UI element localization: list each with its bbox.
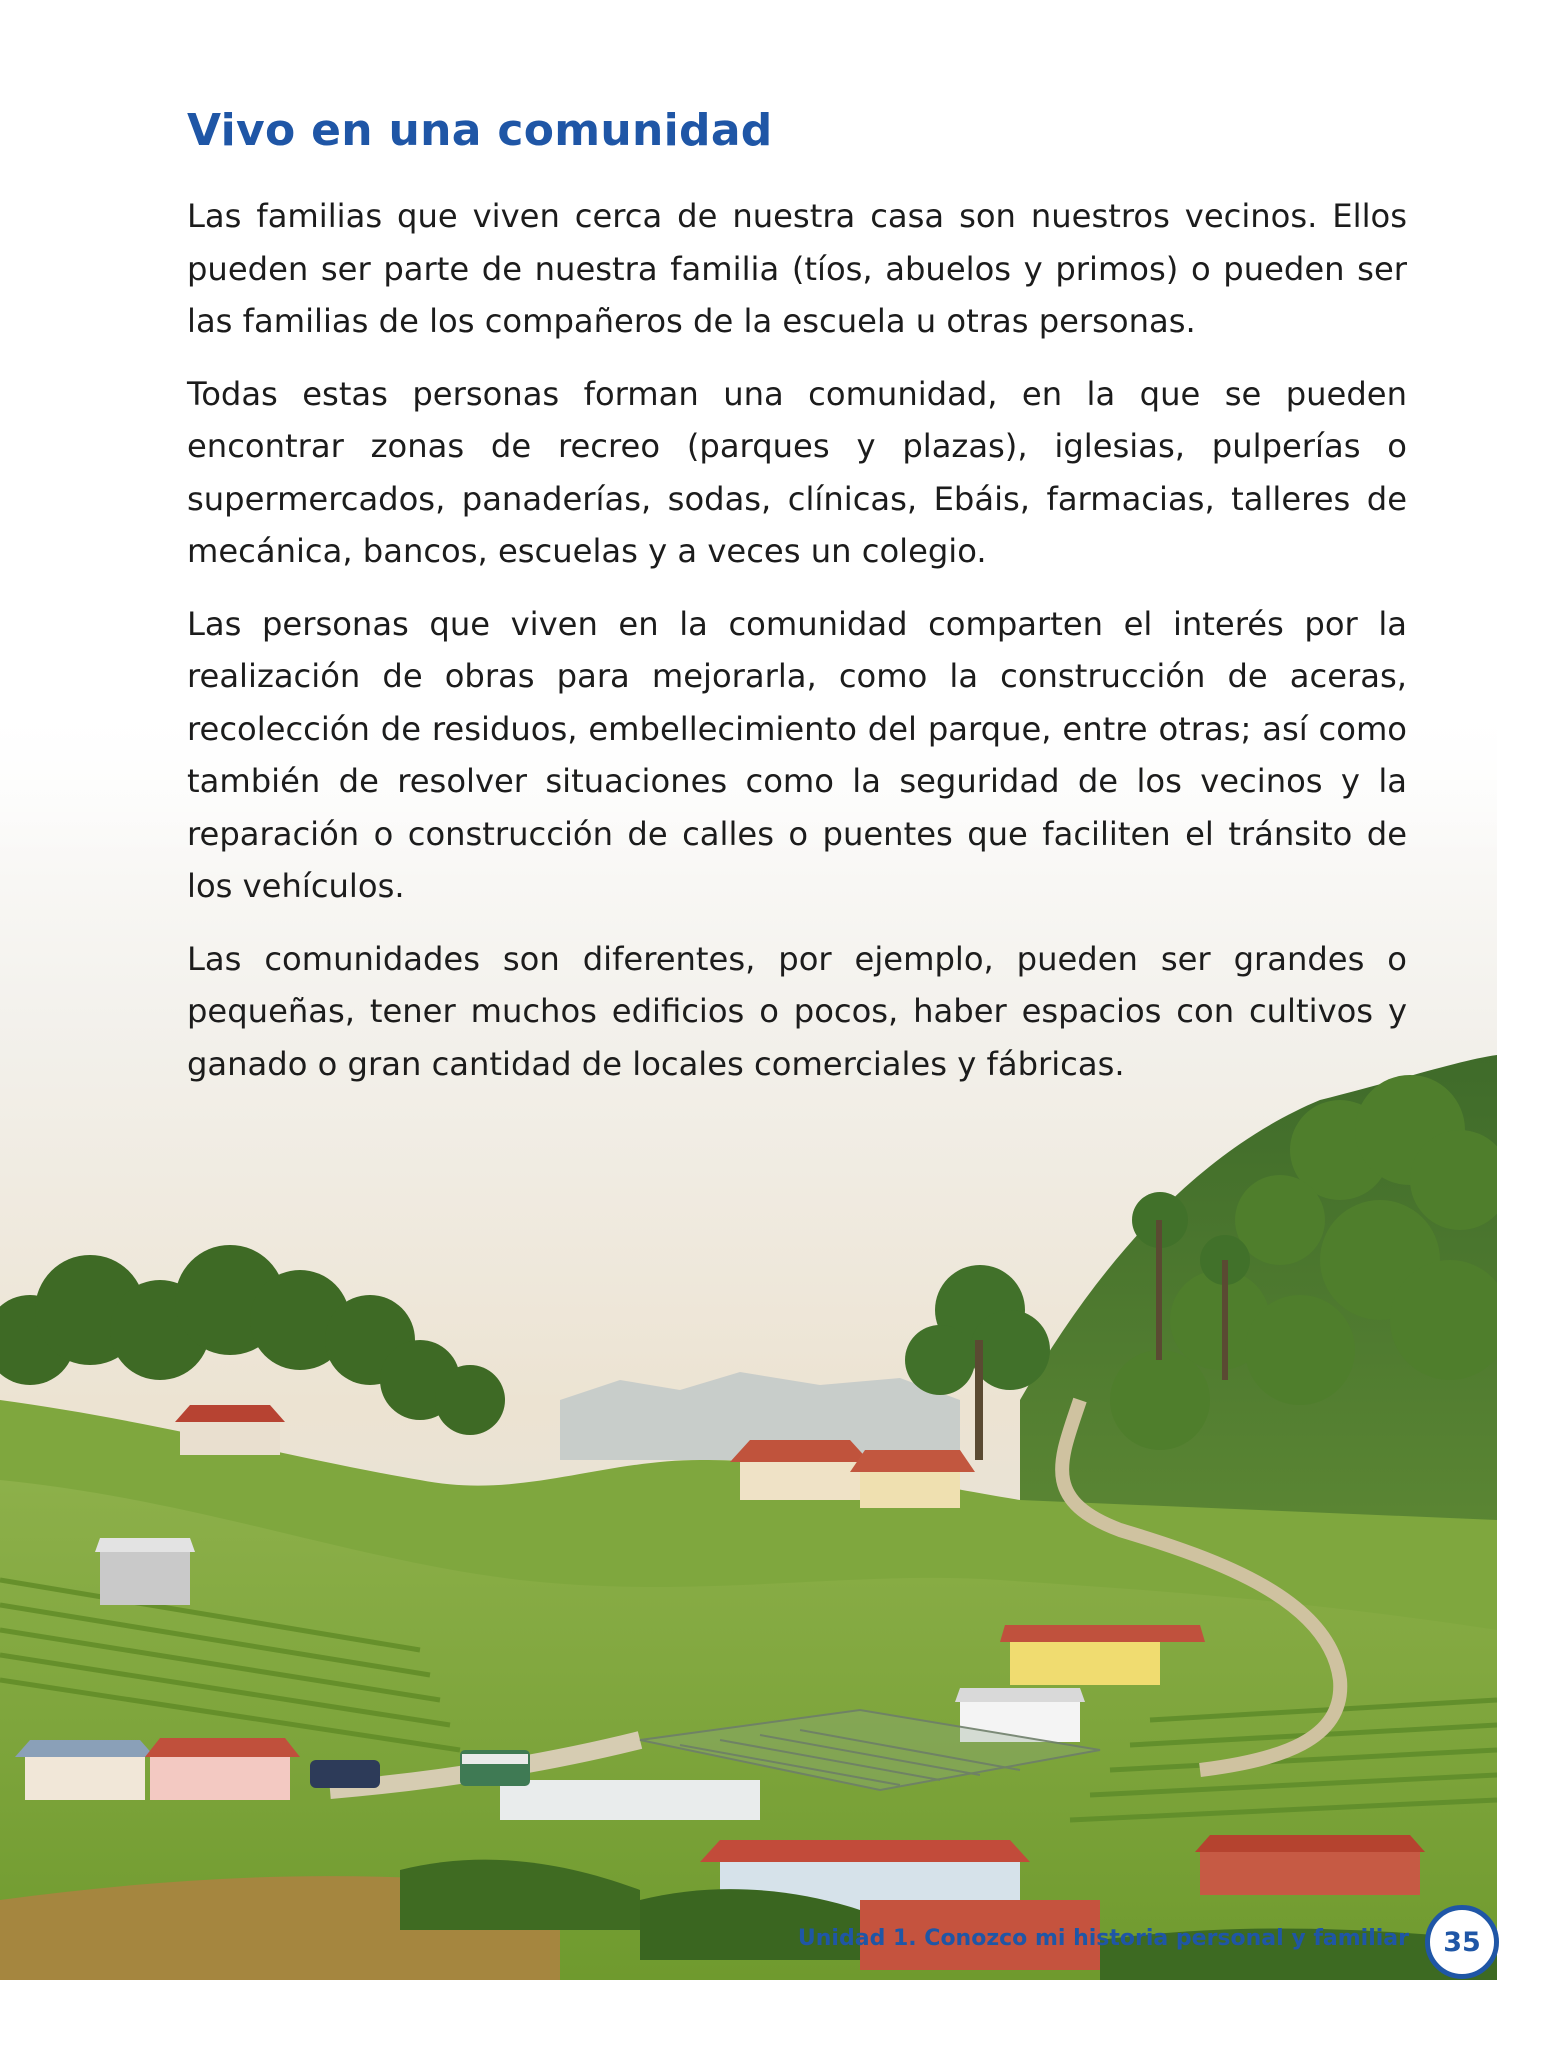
page-number: 35 bbox=[1443, 1926, 1481, 1958]
paragraph-4: Las comunidades son diferentes, por ejemplo, pueden ser grandes o pequeñas, tener muchos edificios o pocos, haber espacios con cultivos y ganado o gran cantidad de locales comerciales y fábricas. bbox=[187, 939, 1407, 1083]
paragraph-3: Las personas que viven en la comunidad comparten el interés por la realización de obras para mejorarla, como la construcción de aceras, recolección de residuos, embellecimiento del parque, entre otras; así como también de resolver situaciones como la seguridad de los vecinos y la reparación o construcción de calles o puentes que faciliten el tránsito de los vehículos. bbox=[187, 604, 1407, 905]
paragraph-1: Las familias que viven cerca de nuestra casa son nuestros vecinos. Ellos pueden ser parte de nuestra familia (tíos, abuelos y primos) o pueden ser las familias de los compañeros de la escuela u otras personas. bbox=[187, 197, 1407, 340]
lesson-text bbox=[187, 100, 1407, 1110]
unit-footer-label: Unidad 1. Conozco mi historia personal y familiar bbox=[797, 1926, 1409, 1951]
paragraph-2: Todas estas personas forman una comunidad, en la que se pueden encontrar zonas de recreo (parques y plazas), iglesias, pulperías o supermercados, panaderías, sodas, clínicas, Ebáis, farmacias, talleres de mecánica, bancos, escuelas y a veces un colegio. bbox=[187, 374, 1407, 570]
page-number-badge bbox=[1425, 1905, 1499, 1979]
page-title: Vivo en una comunidad bbox=[187, 105, 773, 156]
